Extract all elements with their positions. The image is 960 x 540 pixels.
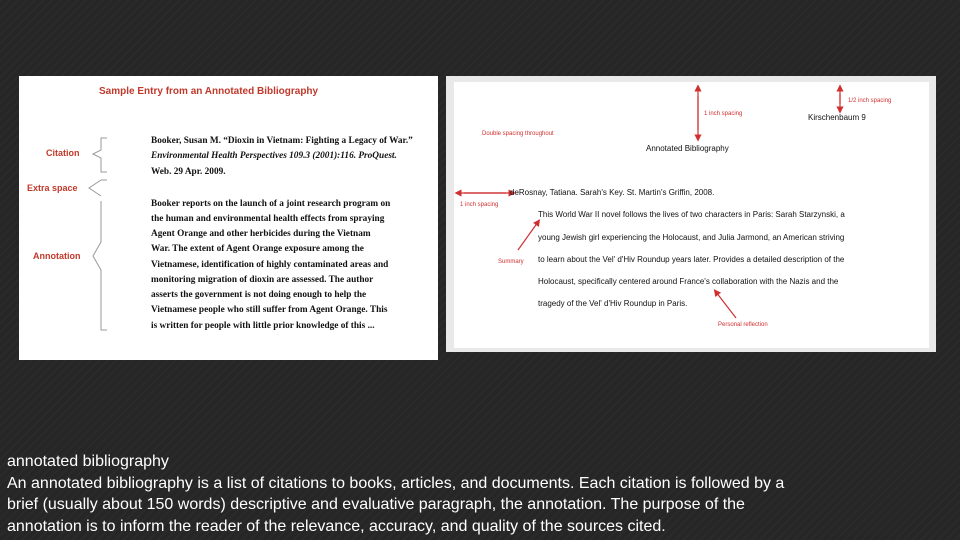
one-inch-left-note: 1 inch spacing [460, 202, 499, 208]
annotation-line: Agent Orange and other herbicides during the Vietnam [151, 229, 371, 239]
annotation-line: asserts the government is not doing enough to help the [151, 290, 367, 300]
mla-example-page [454, 82, 929, 348]
document-heading: Annotated Bibliography [646, 144, 729, 153]
summary-arrow [518, 222, 538, 250]
citation-bracket [93, 138, 107, 172]
caption-title: annotated bibliography [7, 453, 169, 470]
citation-line-1: Booker, Susan M. “Dioxin in Vietnam: Fighting a Legacy of War.” [151, 136, 413, 146]
summary-note: Summary [498, 259, 524, 265]
annotation-line: monitoring migration of dioxin are assessed. The author [151, 275, 374, 285]
citation-line-3: Web. 29 Apr. 2009. [151, 167, 226, 177]
caption-line: An annotated bibliography is a list of citations to books, articles, and documents. Each citation is followed by a [7, 474, 785, 492]
page-header: Kirschenbaum 9 [808, 113, 866, 122]
annotation-line: War. The extent of Agent Orange exposure among the [151, 244, 364, 254]
sample-entry-image [19, 76, 438, 360]
reflection-arrow [716, 292, 736, 318]
annotation-line: tragedy of the Vel' d'Hiv Roundup in Paris. [538, 299, 688, 308]
mla-example-image [446, 76, 936, 352]
citation-label: Citation [46, 148, 80, 158]
personal-reflection-note: Personal reflection [718, 322, 768, 328]
caption-line: annotation is to inform the reader of the relevance, accuracy, and quality of the sources cited. [7, 517, 666, 535]
caption-line: brief (usually about 150 words) descriptive and evaluative paragraph, the annotation. The purpose of the [7, 496, 745, 513]
one-inch-top-note: 1 inch spacing [704, 111, 743, 117]
annotation-line: Booker reports on the launch of a joint research program on [151, 199, 391, 209]
annotation-line: Vietnamese people who still suffer from Agent Orange. This [151, 305, 388, 315]
annotation-line: to learn about the Vel' d'Hiv Roundup years later. Provides a detailed description of the [538, 255, 845, 264]
annotation-label: Annotation [33, 251, 81, 261]
extra-space-label: Extra space [27, 183, 78, 193]
half-inch-note: 1/2 inch spacing [848, 98, 892, 104]
sample-entry-title: Sample Entry from an Annotated Bibliography [99, 86, 319, 97]
citation-text: deRosnay, Tatiana. Sarah's Key. St. Martin's Griffin, 2008. [510, 188, 715, 197]
annotation-line: young Jewish girl experiencing the Holocaust, and Julia Jarmond, an American striving [538, 233, 845, 242]
annotation-bracket [93, 201, 107, 330]
annotation-line: is written for people with little prior knowledge of this ... [151, 321, 375, 331]
double-spacing-note: Double spacing throughout [482, 131, 554, 137]
caption-text [7, 451, 907, 537]
annotation-line: Vietnamese, identification of highly contaminated areas and [151, 260, 389, 270]
extra-space-bracket [89, 180, 101, 196]
annotation-line: Holocaust, specifically centered around France's collaboration with the Nazis and the [538, 277, 839, 286]
annotation-line: the human and environmental health effects from spraying [151, 214, 385, 224]
annotation-line: This World War II novel follows the lives of two characters in Paris: Sarah Starzynski, a [538, 210, 845, 219]
citation-line-2: Environmental Health Perspectives 109.3 (2001):116. ProQuest. [151, 151, 397, 161]
